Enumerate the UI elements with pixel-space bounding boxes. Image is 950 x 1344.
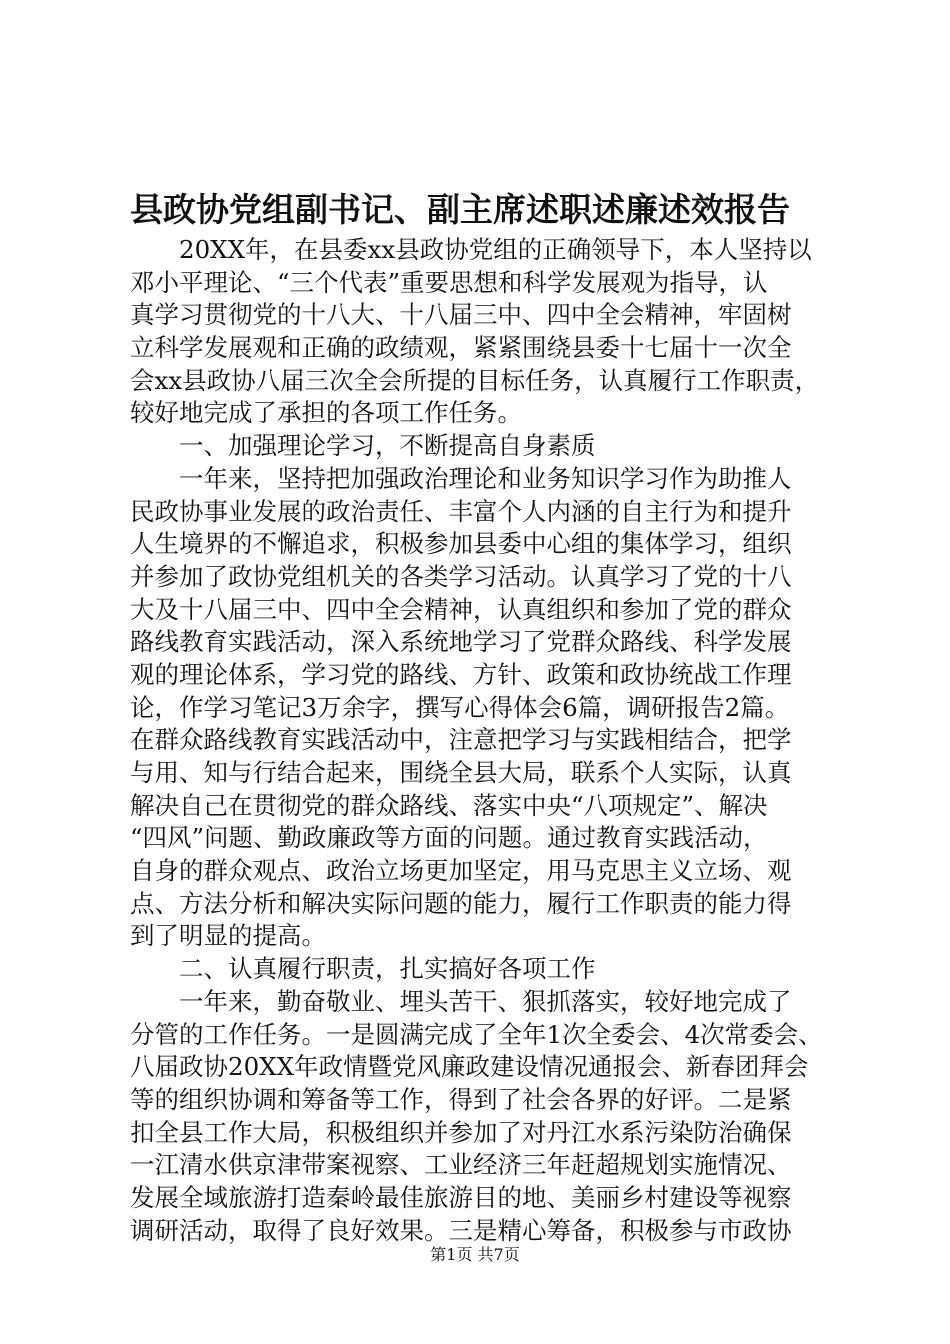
paragraph-line: 人生境界的不懈追求，积极参加县委中心组的集体学习，组织: [130, 529, 792, 559]
document-body: [130, 234, 830, 1247]
paragraph-line: 立科学发展观和正确的政绩观，紧紧围绕县委十七届十一次全: [130, 333, 792, 363]
paragraph-line: 与用、知与行结合起来，围绕全县大局，联系个人实际，认真: [130, 758, 792, 787]
paragraph-line: 点、方法分析和解决实际问题的能力，履行工作职责的能力得: [130, 888, 792, 918]
paragraph-line: 到了明显的提高。: [130, 921, 326, 951]
paragraph-line: 真学习贯彻党的十八大、十八届三中、四中全会精神，牢固树: [130, 300, 792, 330]
paragraph-line: 自身的群众观点、政治立场更加坚定，用马克思主义立场、观: [130, 856, 792, 886]
paragraph-line: 大及十八届三中、四中全会精神，认真组织和参加了党的群众: [130, 594, 792, 624]
section-heading: 二、认真履行职责，扎实搞好各项工作: [179, 954, 596, 984]
paragraph-line: 民政协事业发展的政治责任、丰富个人内涵的自主行为和提升: [130, 496, 792, 526]
paragraph-line: “四风”问题、勤政廉政等方面的问题。通过教育实践活动，: [130, 823, 768, 853]
paragraph-line: 较好地完成了承担的各项工作任务。: [130, 398, 522, 428]
paragraph-line: 会xx县政协八届三次全会所提的目标任务，认真履行工作职责，: [130, 365, 820, 395]
paragraph-line: 在群众路线教育实践活动中，注意把学习与实践相结合，把学: [130, 725, 792, 755]
paragraph-line: 论，作学习笔记3万余字，撰写心得体会6篇，调研报告2篇。: [130, 692, 790, 722]
paragraph-line: 一年来，勤奋敬业、埋头苦干、狠抓落实，较好地完成了: [179, 986, 792, 1016]
paragraph-line: 发展全域旅游打造秦岭最佳旅游目的地、美丽乡村建设等视察: [130, 1182, 792, 1212]
paragraph-line: 路线教育实践活动，深入系统地学习了党群众路线、科学发展: [130, 627, 792, 657]
paragraph-line: 解决自己在贯彻党的群众路线、落实中央“八项规定”、解决: [130, 790, 768, 820]
paragraph-line: 邓小平理论、“三个代表”重要思想和科学发展观为指导，认: [130, 267, 768, 297]
paragraph-line: 20XX年，在县委xx县政协党组的正确领导下，本人坚持以: [179, 235, 812, 264]
paragraph-line: 分管的工作任务。一是圆满完成了全年1次全委会、4次常委会、: [130, 1019, 823, 1049]
paragraph-line: 并参加了政协党组机关的各类学习活动。认真学习了党的十八: [130, 561, 792, 591]
paragraph-line: 一江清水供京津带案视察、工业经济三年赶超规划实施情况、: [130, 1150, 792, 1180]
page-number: 第1页 共7页: [430, 1245, 520, 1264]
paragraph-line: 等的组织协调和筹备等工作，得到了社会各界的好评。二是紧: [130, 1084, 792, 1114]
paragraph-line: 调研活动，取得了良好效果。三是精心筹备，积极参与市政协: [130, 1215, 792, 1245]
paragraph-line: 扣全县工作大局，积极组织并参加了对丹江水系污染防治确保: [130, 1117, 792, 1147]
section-heading: 一、加强理论学习，不断提高自身素质: [179, 431, 596, 461]
paragraph-line: 一年来，坚持把加强政治理论和业务知识学习作为助推人: [179, 463, 792, 493]
paragraph-line: 八届政协20XX年政情暨党风廉政建设情况通报会、新春团拜会: [130, 1052, 809, 1082]
paragraph-line: 观的理论体系，学习党的路线、方针、政策和政协统战工作理: [130, 659, 792, 689]
document-title: 县政协党组副书记、副主席述职述廉述效报告: [130, 190, 790, 229]
